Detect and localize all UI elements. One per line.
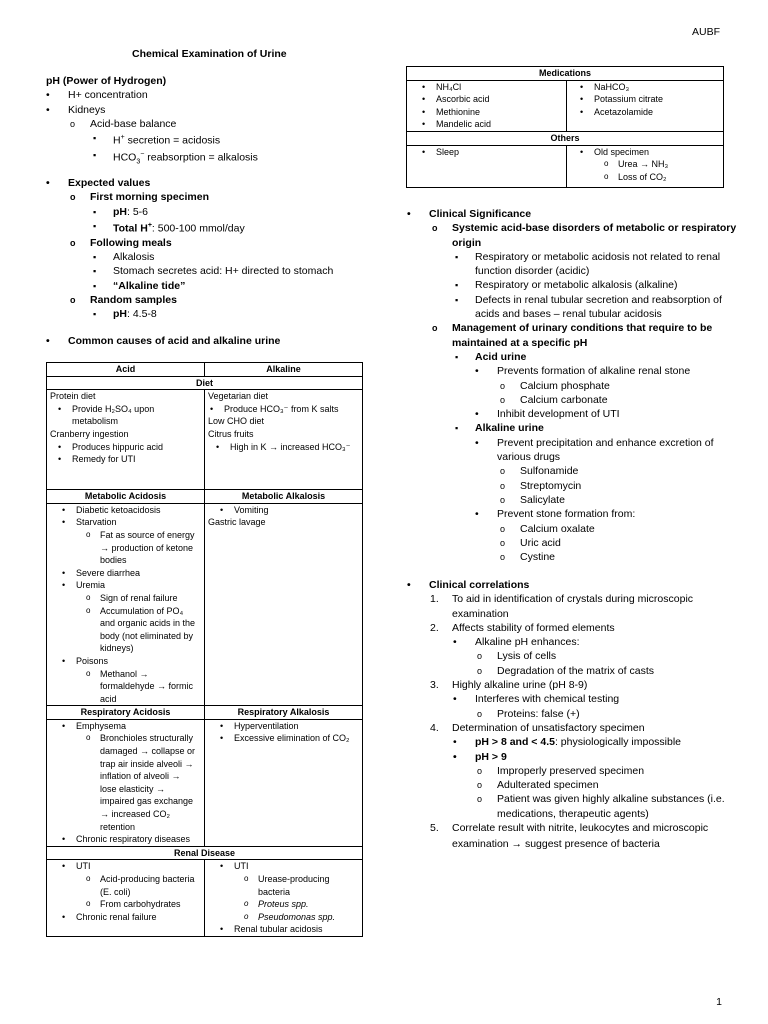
causes-table <box>46 362 363 937</box>
expected-meals: o Following meals <box>90 236 420 250</box>
medications-table <box>406 66 724 188</box>
cs-au1: • Prevents formation of alkaline renal stone <box>497 364 768 378</box>
page-number: 1 <box>716 996 722 1008</box>
diet-acid-item: • Remedy for UTI <box>72 453 223 466</box>
meta-acid-item: • Starvation <box>76 516 227 529</box>
cc-n1b: examination <box>452 607 509 620</box>
diet-acid-item: metabolism <box>72 416 119 427</box>
resp-acid-item: o Bronchioles structurally <box>100 732 251 745</box>
meta-acid-item: bodies <box>100 555 127 566</box>
resp-acid-cell <box>47 719 205 846</box>
cs-s1a: ▪ Respiratory or metabolic acidosis not related to renal <box>475 250 768 264</box>
clinical-significance <box>406 207 736 564</box>
resp-acid-item: • Chronic respiratory diseases <box>76 833 227 846</box>
resp-acid-item: impaired gas exchange <box>100 796 194 807</box>
renal-alk-item: • Renal tubular acidosis <box>234 923 385 936</box>
cs-heading: • Clinical Significance <box>429 207 759 221</box>
cs-ak2-2: o Uric acid <box>520 536 768 550</box>
resp-acid-item: lose elasticity → <box>100 783 166 794</box>
cc-n3: 3. Highly alkaline urine (pH 8-9) <box>430 679 588 692</box>
cc-n4b3b: medications, therapeutic agents) <box>497 807 649 820</box>
meta-acid-item: • Severe diarrhea <box>76 567 227 580</box>
meta-alk-item: Gastric lavage <box>208 517 266 528</box>
med-item: • Mandelic acid <box>436 118 589 131</box>
med-right-cell <box>567 80 724 131</box>
cs-ak1-1: o Sulfonamide <box>520 464 768 478</box>
others-right-cell <box>567 145 724 187</box>
resp-acid-item: damaged → collapse or <box>100 746 196 757</box>
cc-n4: 4. Determination of unsatisfactory specimen <box>430 721 645 734</box>
cc-n4b2: o Adulterated specimen <box>497 778 768 792</box>
others-header: Others <box>407 131 724 145</box>
diet-header: Diet <box>47 376 363 390</box>
renal-acid-item: • Chronic renal failure <box>76 911 227 924</box>
cc-n5a: 5. Correlate result with nitrite, leukocytes and microscopic <box>430 822 709 835</box>
cs-au1a: o Calcium phosphate <box>520 379 768 393</box>
renal-alk-item: • UTI <box>234 860 385 873</box>
diet-acid-item: • Provide H₂SO₄ upon <box>72 403 223 416</box>
cc-n2b1: o Lysis of cells <box>497 649 768 663</box>
meta-acid-item: • Diabetic ketoacidosis <box>76 504 227 517</box>
renal-acid-item: o From carbohydrates <box>100 898 251 911</box>
resp-acid-item: → increased CO₂ <box>100 809 171 820</box>
cs-mgmt1: o Management of urinary conditions that require to be <box>452 321 768 335</box>
course-header: AUBF <box>691 26 720 38</box>
renal-acid-item: (E. coli) <box>100 886 131 897</box>
resp-acid-item: inflation of alveoli → <box>100 771 181 782</box>
medications-header: Medications <box>407 67 724 81</box>
causes-heading: • Common causes of acid and alkaline urine <box>68 334 768 348</box>
med-item: • Acetazolamide <box>594 106 744 119</box>
ph-b2: • Kidneys <box>68 103 398 117</box>
diet-alk-item: Low CHO diet <box>208 416 265 427</box>
renal-acid-item: o Acid-producing bacteria <box>100 873 251 886</box>
cc-n3b1: o Proteins: false (+) <box>497 707 768 721</box>
resp-acid-item: retention <box>100 821 136 832</box>
cs-mgmt2: maintained at a specific pH <box>452 336 588 349</box>
others-item: o Loss of CO₂ <box>618 171 768 184</box>
renal-acid-cell <box>47 860 205 937</box>
med-item: • Ascorbic acid <box>436 93 589 106</box>
col-alkaline: Alkaline <box>205 363 363 377</box>
resp-acid-header: Respiratory Acidosis <box>47 706 205 720</box>
resp-alk-header: Respiratory Alkalosis <box>205 706 363 720</box>
meta-acid-item: o Sign of renal failure <box>100 592 251 605</box>
renal-alk-item: bacteria <box>258 886 291 897</box>
meta-acid-cell <box>47 503 205 706</box>
expected-section <box>46 176 376 321</box>
cc-n4b1: o Improperly preserved specimen <box>497 764 768 778</box>
cs-ak2-3: o Cystine <box>520 550 768 564</box>
meta-acid-item: o Methanol → <box>100 668 251 681</box>
cs-ak1-2: o Streptomycin <box>520 479 768 493</box>
resp-alk-item: • Excessive elimination of CO₂ <box>234 732 385 745</box>
meta-acid-item: acid <box>100 693 117 704</box>
cc-n4b3a: o Patient was given highly alkaline substances (i.e. <box>497 792 768 806</box>
cs-ak1a: • Prevent precipitation and enhance excretion of <box>497 436 768 450</box>
cc-n4b: • pH > 9 <box>475 750 768 764</box>
meta-acid-item: • Poisons <box>76 655 227 668</box>
cs-au2: • Inhibit development of UTI <box>497 407 768 421</box>
col-acid: Acid <box>47 363 205 377</box>
ph-hco3: ▪ $HCO_3^-$ reabsorption = alkalosis <box>113 148 443 170</box>
meta-acid-item: kidneys) <box>100 643 134 654</box>
cs-ak2: • Prevent stone formation from: <box>497 507 768 521</box>
expected-m2: ▪ Stomach secretes acid: H+ directed to stomach <box>113 264 443 278</box>
ph-b1: • H+ concentration <box>68 88 398 102</box>
cs-ak2-1: o Calcium oxalate <box>520 522 768 536</box>
diet-acid-item: • Produces hippuric acid <box>72 441 223 454</box>
meta-acid-item: o Fat as source of energy <box>100 529 251 542</box>
expected-ph: ▪ pH: 5-6 <box>113 205 443 219</box>
renal-header: Renal Disease <box>47 846 363 860</box>
cs-sys2: origin <box>452 236 482 249</box>
cc-n2b: • Alkaline pH enhances: <box>475 635 768 649</box>
cs-au1b: o Calcium carbonate <box>520 393 768 407</box>
meta-acid-item: → production of ketone <box>100 542 194 553</box>
others-item: • Sleep <box>436 146 589 159</box>
diet-alk-item: • High in K → increased HCO₃⁻ <box>230 441 381 454</box>
diet-alk-cell <box>205 390 363 490</box>
others-item: • Old specimen <box>594 146 744 159</box>
cs-alk-urine: ▪ Alkaline urine <box>475 421 768 435</box>
cc-n4a: • pH > 8 and < 4.5: physiologically impossible <box>475 735 768 749</box>
renal-alk-item: o Pseudomonas spp. <box>258 911 409 924</box>
ph-hsec: ▪ H+ secretion = acidosis <box>113 131 443 148</box>
clinical-correlations <box>406 578 736 853</box>
ph-section <box>46 74 376 170</box>
resp-acid-item: • Emphysema <box>76 720 227 733</box>
ph-acid-base: o Acid-base balance <box>90 117 420 131</box>
cs-ak1-3: o Salicylate <box>520 493 768 507</box>
diet-alk-item: • Produce HCO₃⁻ from K salts <box>224 403 375 416</box>
expected-m3: ▪ “Alkaline tide” <box>113 279 443 293</box>
expected-total: ▪ Total H+: 500-100 mmol/day <box>113 219 443 236</box>
expected-random-ph: ▪ pH: 4.5-8 <box>113 307 443 321</box>
diet-acid-cell <box>47 390 205 490</box>
meta-acid-item: formaldehyde → formic <box>100 681 194 692</box>
diet-alk-item: Citrus fruits <box>208 428 254 439</box>
cs-acid-urine: ▪ Acid urine <box>475 350 768 364</box>
expected-heading: • Expected values <box>68 176 398 190</box>
cs-sys1: o Systemic acid-base disorders of metabolic or respiratory <box>452 221 768 235</box>
meta-alk-item: • Vomiting <box>234 504 385 517</box>
others-left-cell <box>407 145 567 187</box>
diet-acid-item: Cranberry ingestion <box>50 428 129 439</box>
renal-alk-item: o Proteus spp. <box>258 898 409 911</box>
med-item: • Potassium citrate <box>594 93 744 106</box>
cc-n2: 2. Affects stability of formed elements <box>430 621 615 634</box>
cs-s2: ▪ Respiratory or metabolic alkalosis (alkaline) <box>475 278 768 292</box>
resp-acid-item: trap air inside alveoli → <box>100 758 194 769</box>
expected-random: o Random samples <box>90 293 420 307</box>
meta-acid-item: body (not eliminated by <box>100 630 194 641</box>
resp-alk-item: • Hyperventilation <box>234 720 385 733</box>
page-title: Chemical Examination of Urine <box>132 48 287 60</box>
meta-acid-item: • Uremia <box>76 579 227 592</box>
diet-alk-item: Vegetarian diet <box>208 391 269 402</box>
med-item: • NaHCO₃ <box>594 81 744 94</box>
others-item: o Urea → NH₃ <box>618 158 768 171</box>
meta-acid-item: o Accumulation of PO₄ <box>100 605 251 618</box>
renal-alk-item: o Urease-producing <box>258 873 409 886</box>
cc-n5b: examination → suggest presence of bacteria <box>452 838 660 851</box>
med-item: • Methionine <box>436 106 589 119</box>
diet-acid-item: Protein diet <box>50 391 96 402</box>
ph-heading: pH (Power of Hydrogen) <box>46 75 167 87</box>
cc-n1a: 1. To aid in identification of crystals during microscopic <box>430 593 694 606</box>
cs-s1b: function disorder (acidic) <box>475 265 590 278</box>
cs-s3a: ▪ Defects in renal tubular secretion and reabsorption of <box>475 293 768 307</box>
cc-heading: • Clinical correlations <box>429 578 759 592</box>
med-left-cell <box>407 80 567 131</box>
expected-m1: ▪ Alkalosis <box>113 250 443 264</box>
expected-first: o First morning specimen <box>90 190 420 204</box>
meta-acid-item: and organic acids in the <box>100 618 196 629</box>
cc-n2b2: o Degradation of the matrix of casts <box>497 664 768 678</box>
cs-s3b: acids and bases – renal tubular acidosis <box>475 308 662 321</box>
meta-alk-header: Metabolic Alkalosis <box>205 490 363 504</box>
meta-acid-header: Metabolic Acidosis <box>47 490 205 504</box>
cs-ak1b: various drugs <box>497 451 561 464</box>
med-item: • NH₄Cl <box>436 81 589 94</box>
renal-acid-item: • UTI <box>76 860 227 873</box>
cc-n3b: • Interferes with chemical testing <box>475 692 768 706</box>
